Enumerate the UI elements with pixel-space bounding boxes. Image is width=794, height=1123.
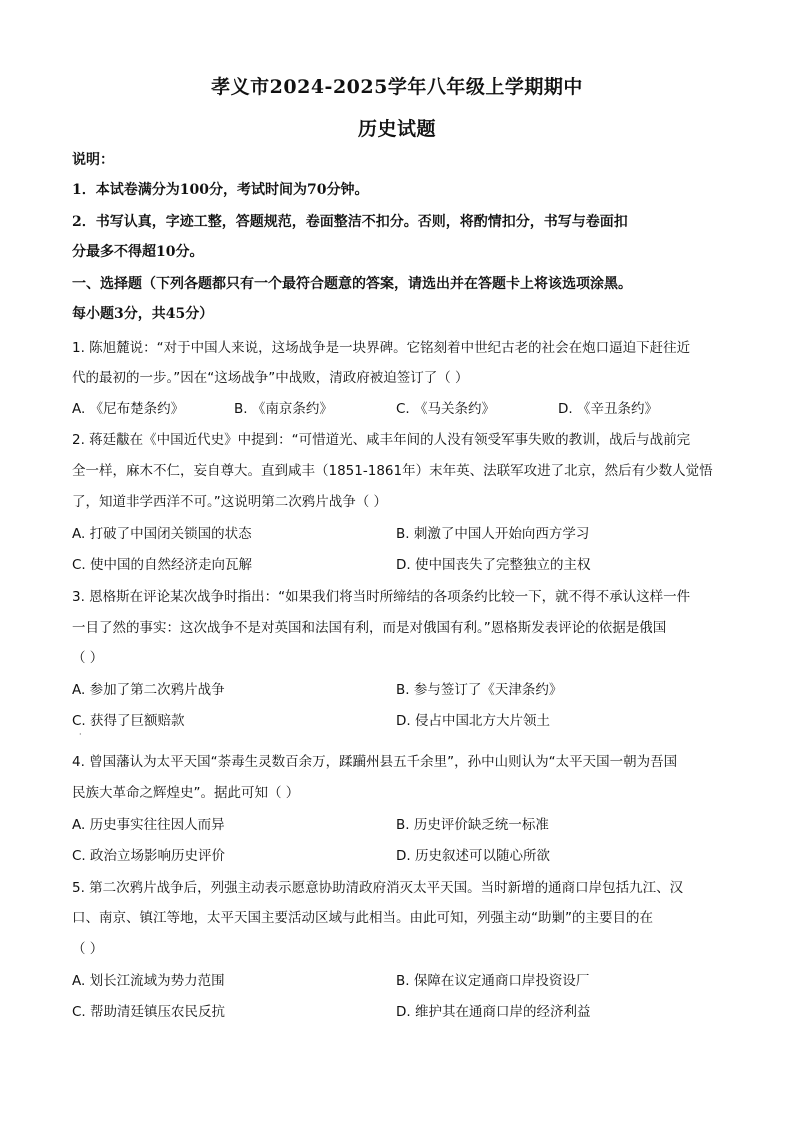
question-1-line-2: 代的最初的一步。”因在“这场战争”中战败，清政府被迫签订了（ ） [72, 370, 469, 386]
question-1-option-a[interactable]: A. 《尼布楚条约》 [72, 401, 185, 417]
exam-subtitle: 历史试题 [357, 118, 436, 140]
section-heading-line-1: 一、选择题（下列各题都只有一个最符合题意的答案，请选出并在答题卡上将该选项涂黑。 [72, 276, 632, 292]
instructions-heading: 说明： [72, 152, 114, 168]
question-4-line-1: 4. 曾国藩认为太平天国“荼毒生灵数百余万，蹂躏州县五千余里”，孙中山则认为“太平天国一朝为吾国 [72, 754, 678, 770]
question-5-option-d[interactable]: D. 维护其在通商口岸的经济利益 [396, 1004, 591, 1020]
question-2-line-2: 全一样，麻木不仁，妄自尊大。直到咸丰（1851-1861年）末年英、法联军攻进了北京，然后有少数人觉悟 [72, 463, 713, 479]
question-1-option-b[interactable]: B. 《南京条约》 [234, 401, 333, 417]
question-2-option-a[interactable]: A. 打破了中国闭关锁国的状态 [72, 526, 252, 542]
question-2-option-c[interactable]: C. 使中国的自然经济走向瓦解 [72, 557, 253, 573]
question-2-option-d[interactable]: D. 使中国丧失了完整独立的主权 [396, 557, 591, 573]
question-5-line-3: （ ） [72, 941, 104, 957]
section-heading-line-2: 每小题3分，共45分） [72, 306, 214, 322]
question-4-line-2: 民族大革命之辉煌史”。据此可知（ ） [72, 785, 300, 801]
question-5-option-a[interactable]: A. 划长江流域为势力范围 [72, 973, 225, 989]
question-3-option-c[interactable]: C. 获得了巨额赔款 [72, 713, 185, 729]
question-4-option-d[interactable]: D. 历史叙述可以随心所欲 [396, 848, 550, 864]
question-2-option-b[interactable]: B. 刺激了中国人开始向西方学习 [396, 526, 590, 542]
stray-mark: · [79, 730, 82, 739]
question-2-line-3: 了，知道非学西洋不可。”这说明第二次鸦片战争（ ） [72, 494, 388, 510]
question-1-line-1: 1. 陈旭麓说：“对于中国人来说，这场战争是一块界碑。它铭刻着中世纪古老的社会在炮口逼迫下赶往近 [72, 340, 691, 356]
question-4-option-a[interactable]: A. 历史事实往往因人而异 [72, 817, 225, 833]
question-4-option-b[interactable]: B. 历史评价缺乏统一标准 [396, 817, 549, 833]
question-5-line-2: 口、南京、镇江等地，太平天国主要活动区域与此相当。由此可知，列强主动“助剿”的主要目的在 [72, 910, 653, 926]
question-5-option-c[interactable]: C. 帮助清廷镇压农民反抗 [72, 1004, 226, 1020]
question-2-line-1: 2. 蒋廷黻在《中国近代史》中提到：“可惜道光、咸丰年间的人没有领受军事失败的教训，战后与战前完 [72, 432, 691, 448]
instruction-item-2-line-2: 分最多不得超10分。 [72, 244, 204, 260]
instruction-item-2-line-1: 2．书写认真，字迹工整，答题规范，卷面整洁不扣分。否则，将酌情扣分，书写与卷面扣 [72, 214, 628, 230]
question-3-option-a[interactable]: A. 参加了第二次鸦片战争 [72, 682, 225, 698]
question-3-option-b[interactable]: B. 参与签订了《天津条约》 [396, 682, 563, 698]
question-3-option-d[interactable]: D. 侵占中国北方大片领土 [396, 713, 550, 729]
question-1-option-c[interactable]: C. 《马关条约》 [396, 401, 496, 417]
exam-title: 孝义市2024-2025学年八年级上学期期中 [211, 76, 583, 98]
question-5-option-b[interactable]: B. 保障在议定通商口岸投资设厂 [396, 973, 590, 989]
question-3-line-1: 3. 恩格斯在评论某次战争时指出：“如果我们将当时所缔结的各项条约比较一下，就不得不承认这样一件 [72, 589, 691, 605]
question-5-line-1: 5. 第二次鸦片战争后，列强主动表示愿意协助清政府消灭太平天国。当时新增的通商口岸包括九江、汉 [72, 880, 684, 896]
question-3-line-2: 一目了然的事实：这次战争不是对英国和法国有利，而是对俄国有利。”恩格斯发表评论的依据是俄国 [72, 620, 667, 636]
question-1-option-d[interactable]: D. 《辛丑条约》 [558, 401, 658, 417]
question-4-option-c[interactable]: C. 政治立场影响历史评价 [72, 848, 226, 864]
question-3-line-3: （ ） [72, 650, 104, 666]
instruction-item-1: 1．本试卷满分为100分，考试时间为70分钟。 [72, 182, 369, 198]
